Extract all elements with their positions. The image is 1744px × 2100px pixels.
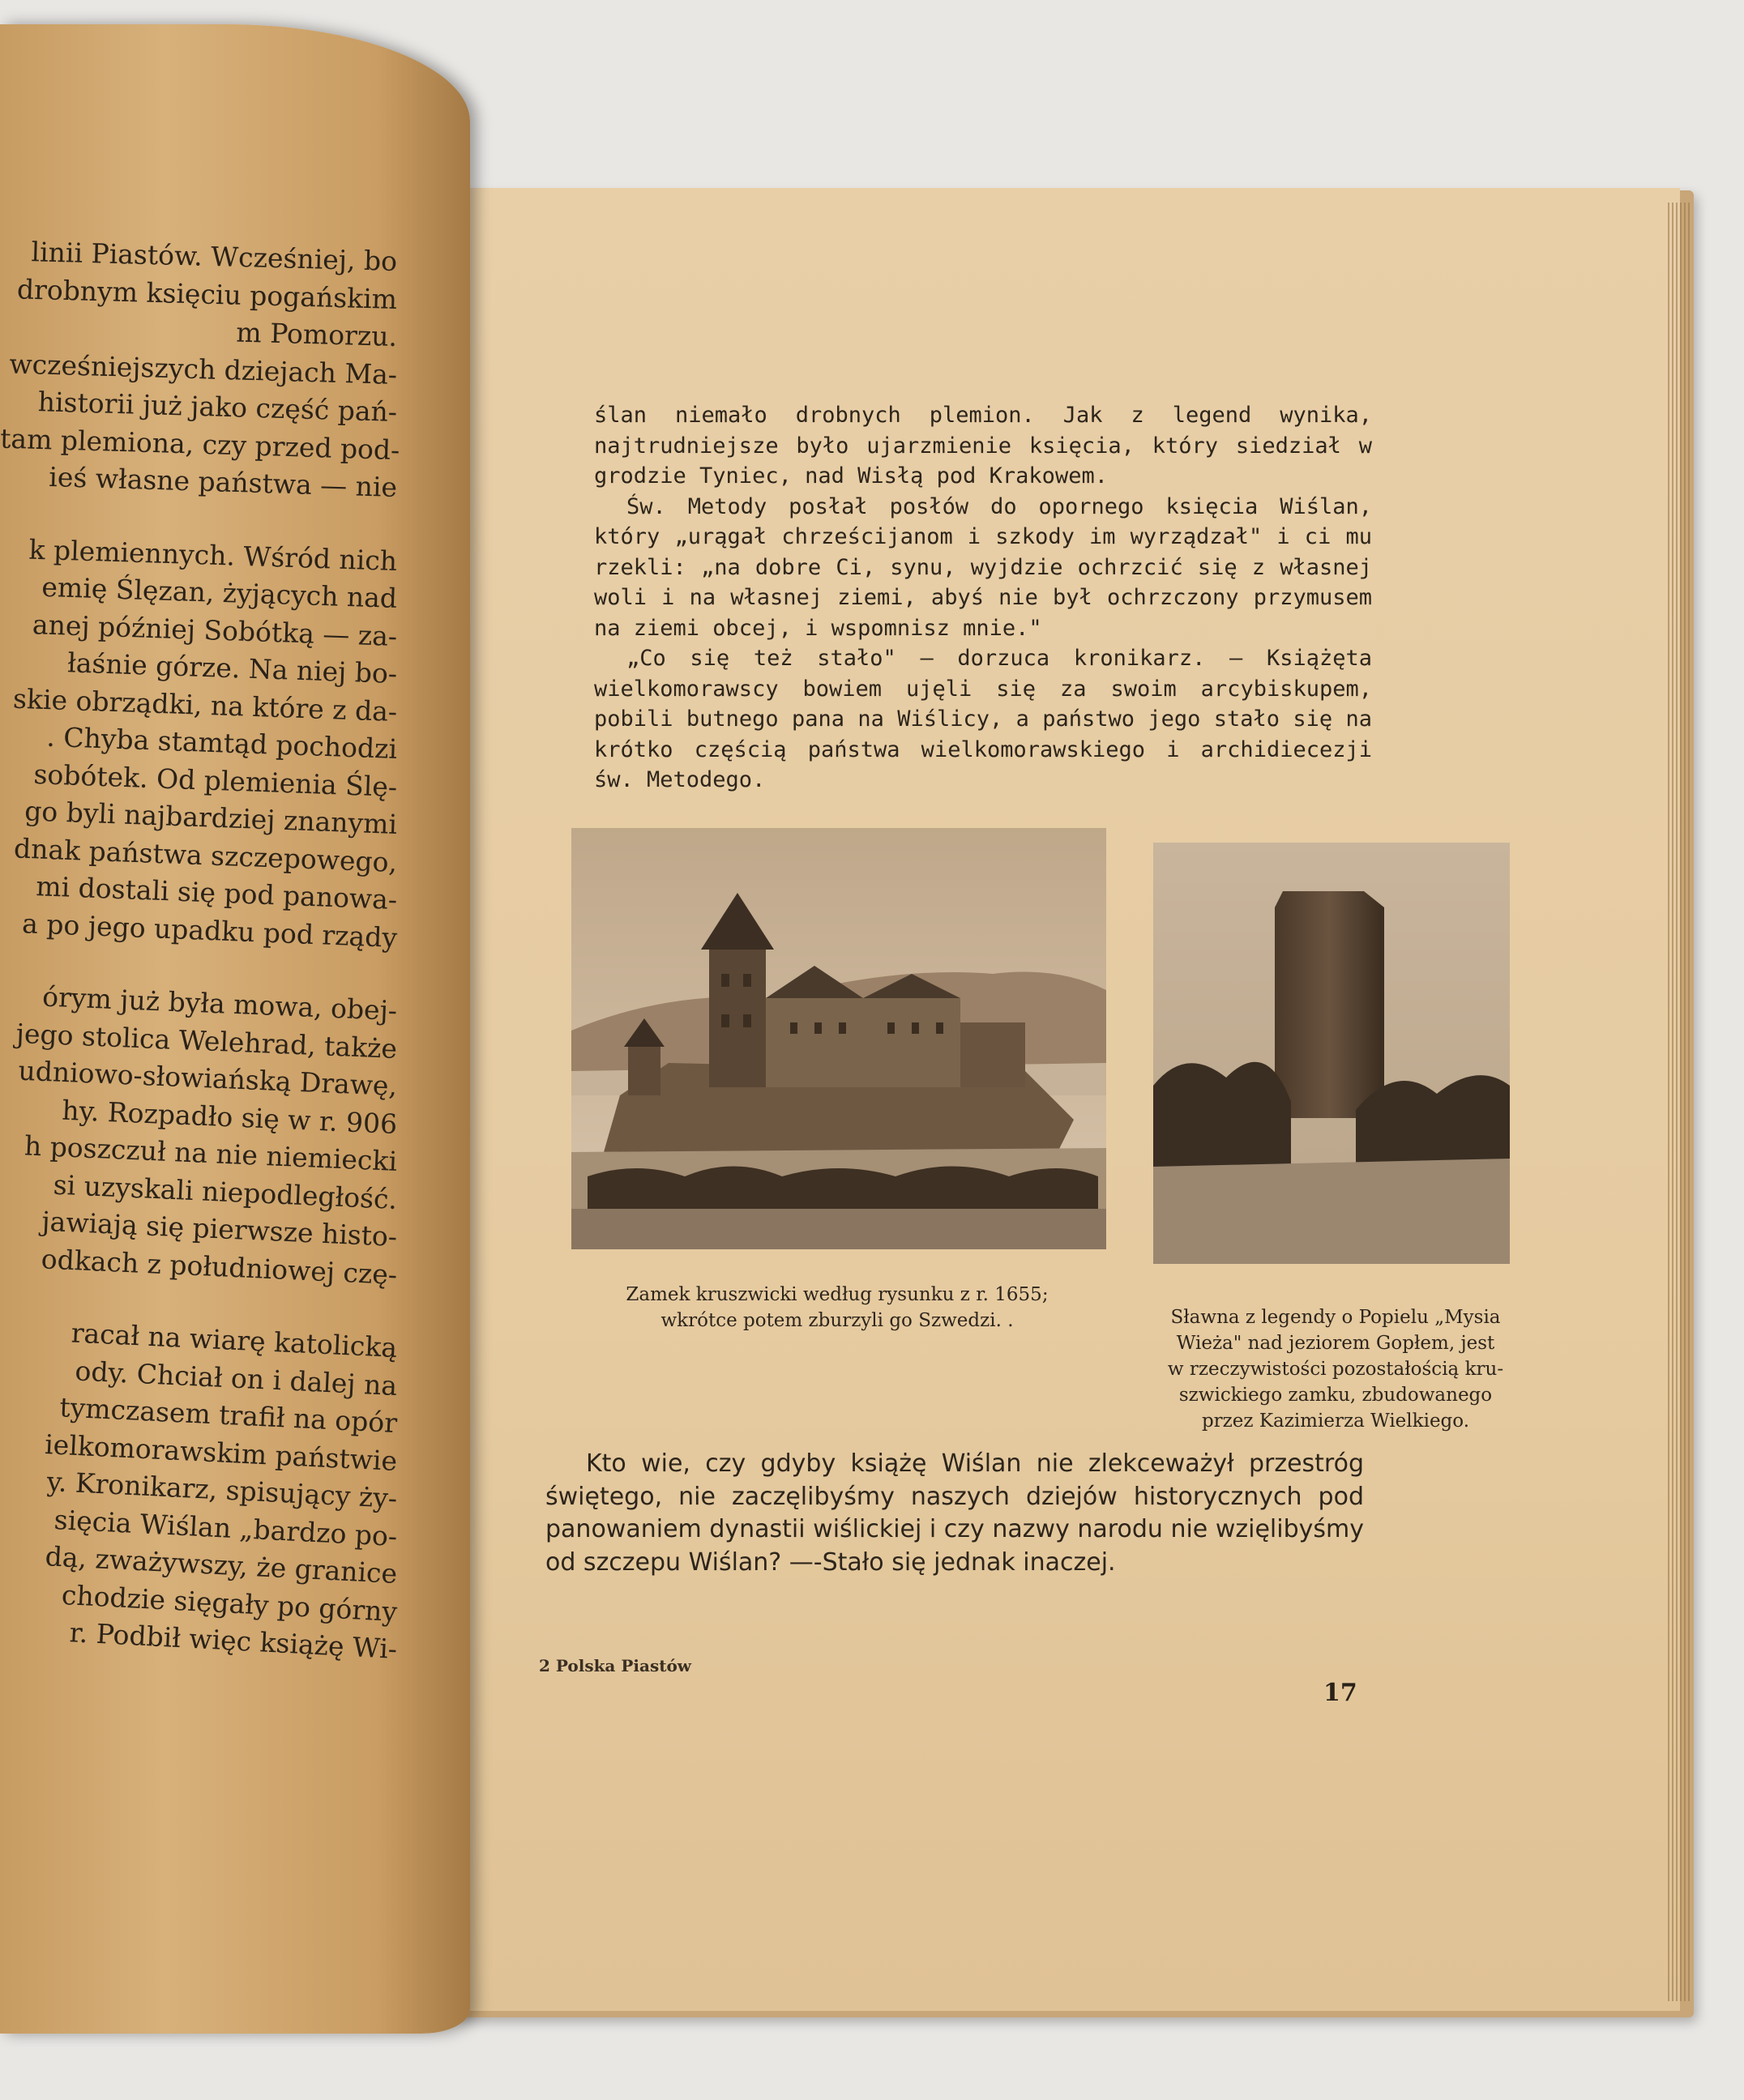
body-text-bottom [545,1448,1364,1579]
caption-line: Sławna z legendy o Popielu „Mysia [1170,1307,1501,1328]
left-page-line: jawiają się pierwsze histo- [41,1205,398,1253]
left-page-line: mi dostali się pod panowa- [35,870,398,916]
paragraph: „Co się też stało" — dorzuca kronikarz. — Książęta wielkomorawscy bowiem ujęli się za swoim arcybiskupem, pobili butnego pana na Wiślicy, a państwo jego stało się na krótko częścią państwa wielkomorawskiego i archidiecezji św. Metodego. [594,646,1372,792]
paragraph: Św. Metody posłał posłów do opornego księcia Wiślan, który „urągał chrześcijanom i szkody im wyrządzał" i ci mu rzekli: „na dobre Ci, synu, wyjdzie ochrzcić się z własnej woli i na własnej ziemi, abyś nie był ochrzczony przymusem na ziemi obcej, i wspomnisz mnie." [594,493,1372,641]
page-number: 17 [1323,1679,1357,1707]
left-page-line: ielkomorawskim państwie [44,1428,398,1477]
left-page-line: sięcia Wiślan „bardzo po- [53,1503,399,1552]
left-page-line: . Chyba stamtąd pochodzi [45,720,398,765]
left-page-line: linii Piastów. Wcześniej, bo [31,236,398,277]
caption-line: Wieża" nad jeziorem Gopłem, jest [1176,1333,1495,1354]
left-page-line: historii już jako część pań- [37,386,398,428]
left-page-line: ody. Chciał on i dalej na [74,1354,398,1402]
left-page-line: łaśnie górze. Na niej bo- [66,647,398,689]
left-page-line: emię Ślęzan, żyjących nad [41,570,398,614]
left-page-line: si uzyskali niepodległość. [52,1168,398,1215]
left-page-line: sobótek. Od plemienia Ślę- [32,758,398,803]
left-page-line: jego stolica Welehrad, także [15,1017,398,1065]
left-page-line: go byli najbardziej znanymi [24,795,398,840]
left-page-line: h poszczuł na nie niemiecki [24,1129,398,1177]
left-page-line: a po jego upadku pod rządy [21,907,398,954]
caption-castle [570,1282,1105,1334]
body-text-top [594,400,1372,796]
left-page-line: r. Podbił więc książę Wi- [68,1616,399,1665]
left-page-line: dą, zważywszy, że granice [44,1540,399,1590]
left-page-line: wcześniejszych dziejach Ma- [8,347,398,391]
caption-line: szwickiego zamku, zbudowanego [1178,1385,1493,1406]
caption-line: w rzeczywistości pozostałością kru- [1167,1359,1504,1380]
tower-photo [1153,843,1510,1264]
left-page-line: skie obrządki, na które z da- [12,682,398,728]
paragraph: Kto wie, czy gdyby książę Wiślan nie zlekceważył przestróg świętego, nie zaczęlibyśmy naszych dziejów historycznych pod panowaniem dynastii wiślickiej i czy nazwy narodu nie wzięlibyśmy od szczepu Wiślan? —-Stało się jednak inaczej. [545,1449,1364,1577]
caption-tower [1145,1304,1526,1434]
left-page-line: y. Kronikarz, spisujący ży- [45,1465,398,1514]
right-page [446,188,1680,2011]
left-page-line: anej później Sobótką — za- [32,608,398,652]
left-page-text [0,236,400,1669]
castle-illustration [571,828,1106,1249]
left-page-curved [0,24,470,2034]
left-page-line: tam plemiona, czy przed pod- [0,421,400,466]
paragraph: ślan niemało drobnych plemion. Jak z legend wynika, najtrudniejsze było ujarzmienie księcia, który siedział w grodzie Tyniec, nad Wisłą pod Krakowem. [594,403,1372,489]
left-page-line: órym już była mowa, obej- [41,980,398,1027]
footer-signature: 2 Polska Piastów [539,1656,692,1675]
left-page-line: racał na wiarę katolicką [71,1317,398,1364]
caption-line: przez Kazimierza Wielkiego. [1201,1411,1470,1432]
left-page-line: ieś własne państwa — nie [48,460,398,503]
left-page-line: m Pomorzu. [235,316,398,352]
caption-line: wkrótce potem zburzyli go Szwedzi. . [660,1310,1014,1331]
left-page-line: tymczasem trafił na opór [58,1391,398,1439]
left-page-line: hy. Rozpadło się w r. 906 [61,1094,398,1140]
left-page-line: odkach z południowej czę- [41,1242,398,1291]
left-page-line: chodzie sięgały po górny [61,1578,399,1628]
left-page-line: drobnym księciu pogańskim [16,272,398,315]
left-page-line: dnak państwa szczepowego, [13,831,398,878]
caption-line: Zamek kruszwicki według rysunku z r. 1655; [626,1284,1049,1305]
page-edge-lines [1665,203,1694,2001]
left-page-line: k plemiennych. Wśród nich [28,533,398,577]
left-page-line: udniowo-słowiańską Drawę, [17,1054,398,1102]
